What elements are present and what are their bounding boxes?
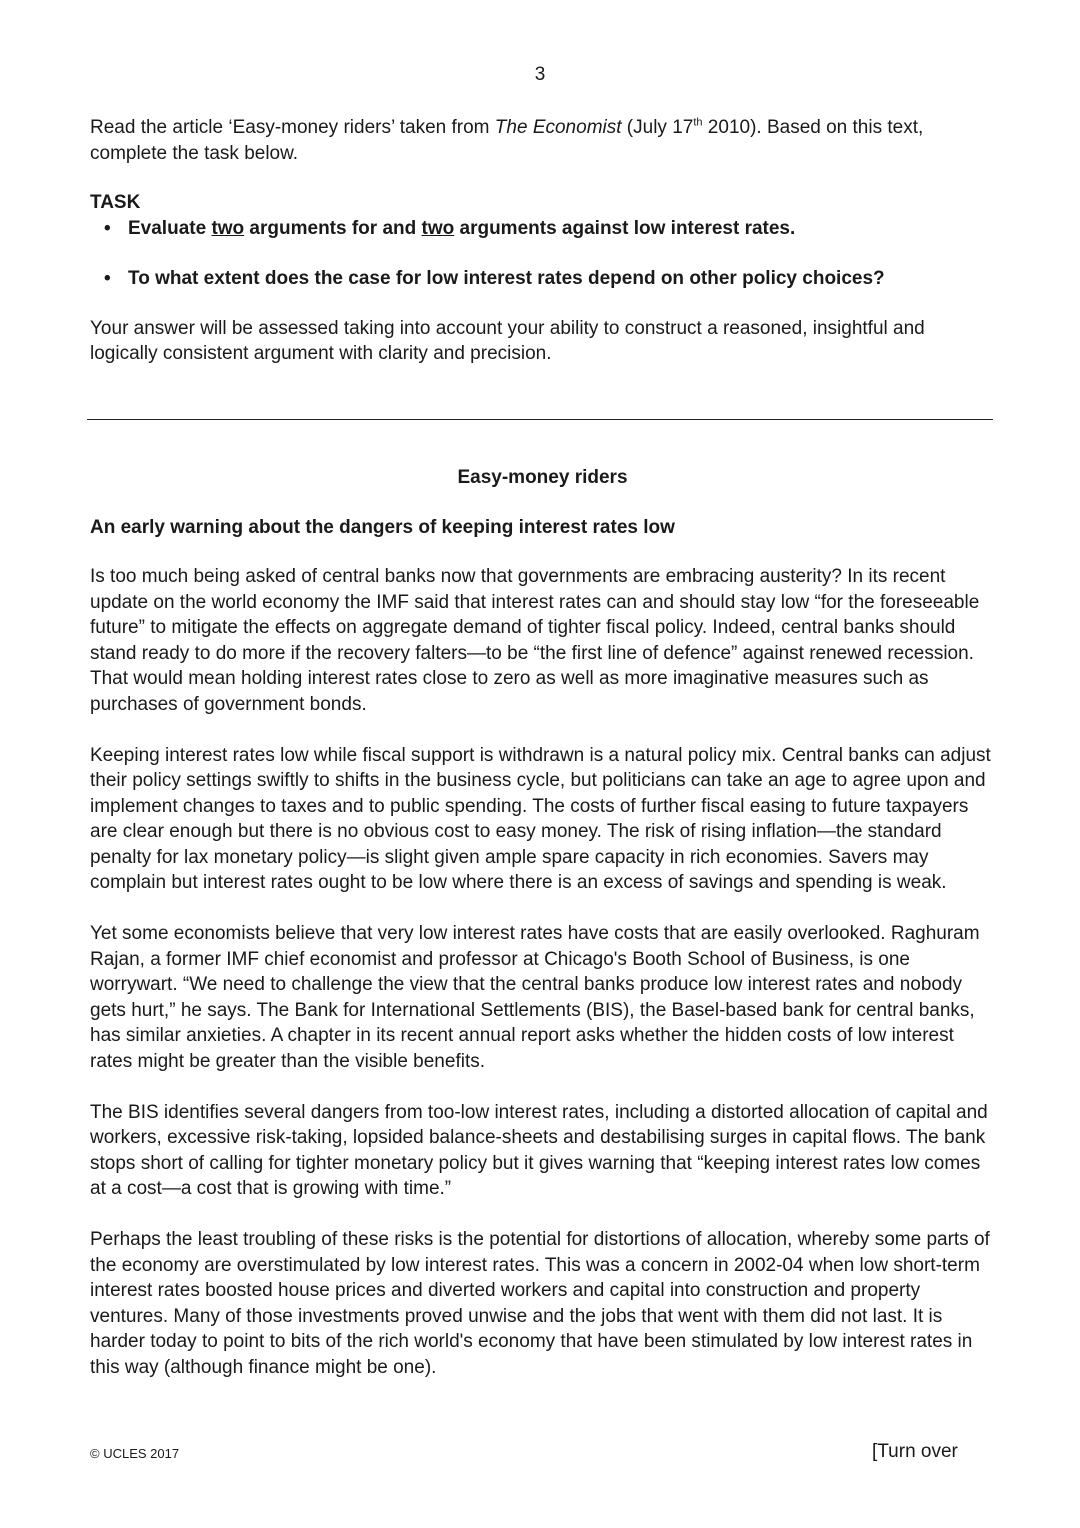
section-divider [87, 419, 993, 420]
intro-part1: Read the article ‘Easy-money riders’ taken from [90, 117, 495, 138]
article-title: Easy-money riders [457, 467, 628, 488]
assessment-note: Your answer will be assessed taking into account your ability to construct a reasoned, insightful and logically consistent argument with clarity and precision. [90, 317, 925, 364]
bullet2-text: To what extent does the case for low interest rates depend on other policy choices? [128, 268, 885, 289]
article-paragraph: Keeping interest rates low while fiscal support is withdrawn is a natural policy mix. Central banks can adjust their policy settings swiftly to shifts in the business cycle, but politicians can take an age to agree upon and implement changes to taxes and to public spending. The costs of further fiscal easing to future taxpayers are clear enough but there is no obvious cost to easy money. The risk of rising inflation—the standard penalty for lax monetary policy—is slight given ample spare capacity in rich economies. Savers may complain but interest rates ought to be low where there is an excess of savings and spending is weak. [90, 744, 991, 893]
article-paragraph: Is too much being asked of central banks now that governments are embracing austerity? In its recent update on the world economy the IMF said that interest rates can and should stay low “for the foreseeable future” to mitigate the effects on aggregate demand of tighter fiscal policy. Indeed, central banks should stand ready to do more if the recovery falters—to be “the first line of defence” against renewed recession. That would mean holding interest rates close to zero as well as more imaginative measures such as purchases of government bonds. [90, 566, 980, 715]
bullet1-text-e: arguments against low interest rates. [454, 217, 796, 239]
bullet1-text-a: Evaluate [128, 217, 212, 239]
task-heading: TASK [90, 192, 141, 213]
intro-text [90, 115, 995, 166]
source-title: The Economist [494, 117, 622, 138]
intro-part2: (July 17 [621, 117, 694, 138]
bullet1-underlined-two-a: two [211, 217, 245, 239]
bullet1-underlined-two-b: two [421, 217, 455, 239]
article-paragraph: The BIS identifies several dangers from too-low interest rates, including a distorted allocation of capital and workers, excessive risk-taking, lopsided balance-sheets and destabilising surges in capital flows. The bank stops short of calling for tighter monetary policy but it gives warning that “keeping interest rates low comes at a cost—a cost that is growing with time.” [90, 1101, 988, 1199]
task-bullet-2 [90, 266, 995, 292]
article-subtitle: An early warning about the dangers of keeping interest rates low [90, 516, 675, 538]
task-bullet-1 [90, 216, 995, 242]
task-section [90, 115, 995, 367]
task-list [90, 216, 995, 292]
bullet-icon: • [104, 217, 111, 239]
copyright-notice: © UCLES 2017 [90, 1446, 180, 1461]
intro-part3: 2010). Based on this text, complete the task below. [90, 117, 924, 164]
article [90, 465, 995, 1406]
turn-over-note: [Turn over [872, 1441, 958, 1462]
bullet1-text-c: arguments for and [244, 217, 422, 239]
bullet-icon: • [104, 268, 111, 289]
article-paragraph: Perhaps the least troubling of these risks is the potential for distortions of allocation, whereby some parts of the economy are overstimulated by low interest rates. This was a concern in 2002-04 when low short-term interest rates boosted house prices and diverted workers and capital into construction and property ventures. Many of those investments proved unwise and the jobs that went with them did not last. It is harder today to point to bits of the rich world's economy that have been stimulated by low interest rates in this way (although finance might be one). [90, 1229, 990, 1378]
page-number: 3 [534, 64, 546, 85]
date-superscript: th [693, 116, 703, 129]
article-paragraph: Yet some economists believe that very low interest rates have costs that are easily overlooked. Raghuram Rajan, a former IMF chief economist and professor at Chicago's Booth School of Business, is one worrywart. “We need to challenge the view that the central banks produce low interest rates and nobody gets hurt,” he says. The Bank for International Settlements (BIS), the Basel-based bank for central banks, has similar anxieties. A chapter in its recent annual report asks whether the hidden costs of low interest rates might be greater than the visible benefits. [90, 923, 980, 1072]
